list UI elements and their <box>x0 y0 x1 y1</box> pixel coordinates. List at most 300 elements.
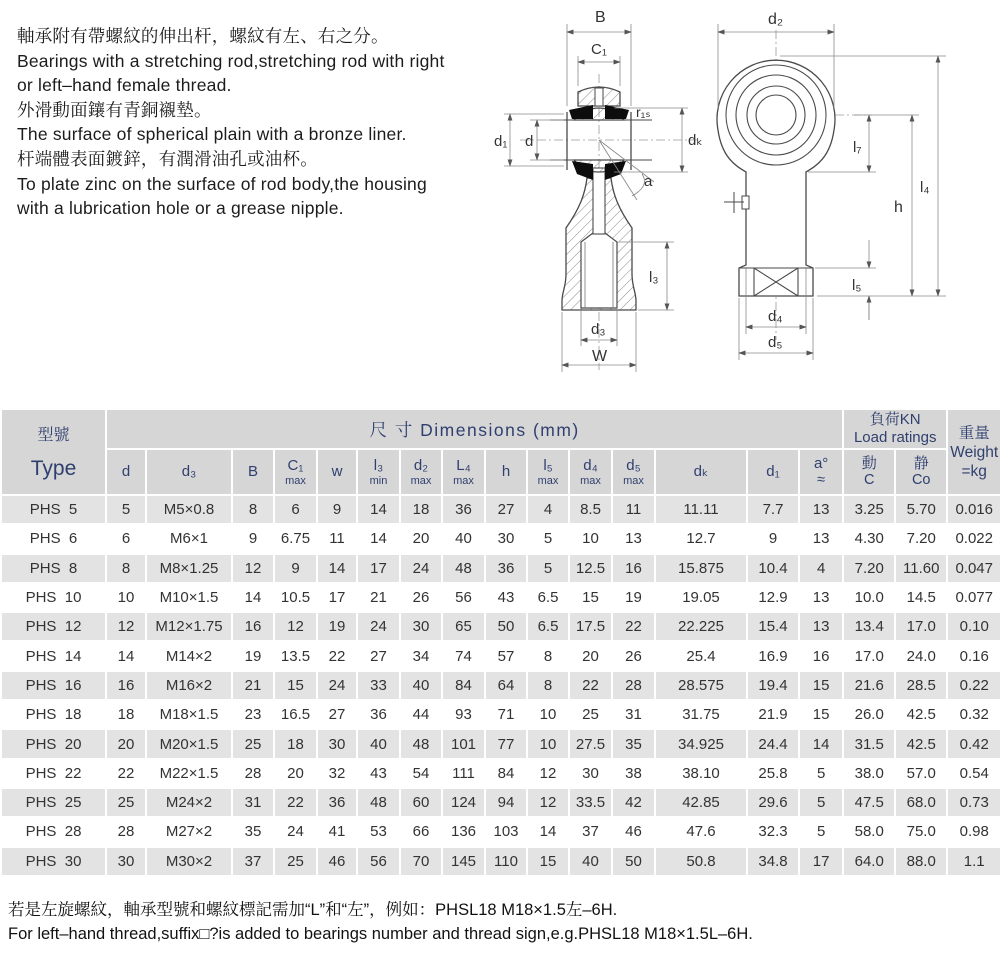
value-cell: 84 <box>485 759 527 788</box>
value-cell: 17 <box>357 554 400 583</box>
value-cell: 40 <box>569 847 612 876</box>
value-cell: 18 <box>106 700 146 729</box>
value-cell: 32.3 <box>747 817 799 846</box>
value-cell: 28.5 <box>895 671 947 700</box>
value-cell: 25 <box>232 729 274 758</box>
value-cell: 22 <box>106 759 146 788</box>
value-cell: 10 <box>527 729 569 758</box>
value-cell: 24 <box>357 612 400 641</box>
value-cell: 14 <box>106 641 146 670</box>
footnote-zh: 若是左旋螺紋，軸承型號和螺紋標記需加“L”和“左”，例如：PHSL18 M18×1.5左–6H. <box>8 901 618 919</box>
column-header-B: B <box>232 449 274 495</box>
value-cell: 21 <box>357 583 400 612</box>
dim-label-C1: C₁ <box>591 41 607 58</box>
rod-end-outline <box>717 60 835 296</box>
dimensions-group-header: 尺 寸 Dimensions (mm) <box>106 409 843 449</box>
dim-label-B: B <box>595 9 606 26</box>
type-label-en: Type <box>30 456 77 480</box>
value-cell: 0.047 <box>947 554 1000 583</box>
type-cell: PHS 12 <box>1 612 106 641</box>
type-cell: PHS 16 <box>1 671 106 700</box>
value-cell: 111 <box>442 759 485 788</box>
value-cell: 15 <box>799 671 843 700</box>
description-line: 杆端體表面鍍鋅，有潤滑油孔或油杯。 <box>17 148 318 169</box>
description-line: 軸承附有帶螺紋的伸出杆，螺紋有左、右之分。 <box>17 26 389 46</box>
value-cell: 46 <box>612 817 655 846</box>
dim-label-W: W <box>592 348 608 365</box>
weight-label-zh: 重量 <box>958 424 990 442</box>
value-cell: 19.05 <box>655 583 747 612</box>
weight-label-unit: =kg <box>961 462 987 480</box>
value-cell: 13 <box>612 524 655 553</box>
dim-label-dk: dₖ <box>688 132 703 149</box>
value-cell: 53 <box>357 817 400 846</box>
value-cell: 58.0 <box>843 817 895 846</box>
product-description <box>17 24 492 221</box>
value-cell: 10 <box>527 700 569 729</box>
type-cell: PHS 8 <box>1 554 106 583</box>
value-cell: 26 <box>612 641 655 670</box>
value-cell: 5 <box>527 554 569 583</box>
value-cell: 21.6 <box>843 671 895 700</box>
column-header-Co: 静 Co <box>895 449 947 495</box>
type-cell: PHS 28 <box>1 817 106 846</box>
value-cell: 30 <box>569 759 612 788</box>
value-cell: 47.5 <box>843 788 895 817</box>
value-cell: 10.0 <box>843 583 895 612</box>
type-cell: PHS 18 <box>1 700 106 729</box>
value-cell: 31 <box>612 700 655 729</box>
column-header-d5: d₅ max <box>612 449 655 495</box>
value-cell: 44 <box>400 700 442 729</box>
value-cell: 9 <box>317 495 357 524</box>
value-cell: 9 <box>232 524 274 553</box>
value-cell: 16.5 <box>274 700 317 729</box>
value-cell: 54 <box>400 759 442 788</box>
table-row <box>1 612 1000 641</box>
value-cell: 7.20 <box>895 524 947 553</box>
table-row <box>1 524 1000 553</box>
section-view-drawing <box>492 2 742 380</box>
column-header-a: a° ≈ <box>799 449 843 495</box>
value-cell: 30 <box>485 524 527 553</box>
description-line: with a lubrication hole or a grease nipple. <box>17 198 344 219</box>
dim-label-l5: l₅ <box>852 277 862 294</box>
value-cell: 18 <box>274 729 317 758</box>
stem-slot <box>593 168 605 234</box>
value-cell: 48 <box>400 729 442 758</box>
type-cell: PHS 5 <box>1 495 106 524</box>
value-cell: 14 <box>317 554 357 583</box>
value-cell: 38.10 <box>655 759 747 788</box>
value-cell: 8.5 <box>569 495 612 524</box>
value-cell: 31 <box>232 788 274 817</box>
value-cell: 0.022 <box>947 524 1000 553</box>
column-header-d: d <box>106 449 146 495</box>
value-cell: 37 <box>232 847 274 876</box>
value-cell: 15 <box>569 583 612 612</box>
value-cell: 25 <box>569 700 612 729</box>
dim-label-r1s: r₁ₛ <box>636 104 651 120</box>
value-cell: 14 <box>357 524 400 553</box>
value-cell: 12 <box>274 612 317 641</box>
value-cell: 36 <box>485 554 527 583</box>
column-header-dk: dₖ <box>655 449 747 495</box>
value-cell: 20 <box>274 759 317 788</box>
value-cell: 15.875 <box>655 554 747 583</box>
value-cell: 16 <box>612 554 655 583</box>
grease-nipple <box>724 192 749 213</box>
dim-label-d1: d₁ <box>494 133 508 150</box>
value-cell: 5 <box>799 817 843 846</box>
value-cell: 35 <box>232 817 274 846</box>
value-cell: 68.0 <box>895 788 947 817</box>
description-line: To plate zinc on the surface of rod body,the housing <box>17 173 427 194</box>
table-row <box>1 495 1000 524</box>
column-header-d3: d₃ <box>146 449 232 495</box>
value-cell: 4 <box>527 495 569 524</box>
description-line: 外滑動面鑲有青銅襯墊。 <box>17 99 212 120</box>
value-cell: 20 <box>400 524 442 553</box>
value-cell: 70 <box>400 847 442 876</box>
value-cell: 0.16 <box>947 641 1000 670</box>
value-cell: 30 <box>317 729 357 758</box>
column-header-l5: l₅ max <box>527 449 569 495</box>
table-row <box>1 671 1000 700</box>
value-cell: 64 <box>485 671 527 700</box>
value-cell: 43 <box>357 759 400 788</box>
value-cell: 93 <box>442 700 485 729</box>
value-cell: 28 <box>106 817 146 846</box>
value-cell: 40 <box>400 671 442 700</box>
value-cell: 34.925 <box>655 729 747 758</box>
value-cell: 27.5 <box>569 729 612 758</box>
value-cell: 15 <box>527 847 569 876</box>
value-cell: 66 <box>400 817 442 846</box>
value-cell: 22 <box>274 788 317 817</box>
column-header-C: 動 C <box>843 449 895 495</box>
value-cell: 13 <box>799 495 843 524</box>
front-view-drawing <box>714 0 998 380</box>
dim-label-a: a <box>644 173 653 190</box>
value-cell: 7.7 <box>747 495 799 524</box>
value-cell: 0.98 <box>947 817 1000 846</box>
value-cell: 8 <box>232 495 274 524</box>
dim-label-d2: d₂ <box>768 11 784 28</box>
value-cell: 6.5 <box>527 583 569 612</box>
value-cell: 31.75 <box>655 700 747 729</box>
value-cell: 50 <box>485 612 527 641</box>
value-cell: 13 <box>799 524 843 553</box>
value-cell: 14 <box>232 583 274 612</box>
footnote-en: For left–hand thread,suffix□?is added to bearings number and thread sign,e.g.PHSL18 M18×1.5L–6H. <box>8 925 753 943</box>
value-cell: 50.8 <box>655 847 747 876</box>
value-cell: 28.575 <box>655 671 747 700</box>
value-cell: 10 <box>106 583 146 612</box>
value-cell: 13 <box>799 583 843 612</box>
value-cell: 34 <box>400 641 442 670</box>
table-row <box>1 641 1000 670</box>
column-header-row <box>1 449 1000 495</box>
dim-label-l4: l₄ <box>920 179 930 196</box>
value-cell: 0.22 <box>947 671 1000 700</box>
value-cell: 88.0 <box>895 847 947 876</box>
dim-label-d: d <box>525 133 534 150</box>
value-cell: 18 <box>400 495 442 524</box>
value-cell: 27 <box>485 495 527 524</box>
value-cell: 16 <box>106 671 146 700</box>
value-cell: 145 <box>442 847 485 876</box>
value-cell: 14.5 <box>895 583 947 612</box>
value-cell: 17.0 <box>843 641 895 670</box>
value-cell: 22 <box>612 612 655 641</box>
value-cell: 19 <box>232 641 274 670</box>
value-cell: 0.016 <box>947 495 1000 524</box>
value-cell: 13 <box>799 612 843 641</box>
value-cell: 29.6 <box>747 788 799 817</box>
value-cell: M12×1.75 <box>146 612 232 641</box>
table-row <box>1 817 1000 846</box>
value-cell: 56 <box>442 583 485 612</box>
value-cell: 12 <box>527 788 569 817</box>
value-cell: 34.8 <box>747 847 799 876</box>
value-cell: 16 <box>799 641 843 670</box>
table-row <box>1 700 1000 729</box>
value-cell: 19 <box>612 583 655 612</box>
value-cell: 48 <box>442 554 485 583</box>
value-cell: 0.10 <box>947 612 1000 641</box>
value-cell: 57.0 <box>895 759 947 788</box>
header-group-row <box>1 409 1000 449</box>
type-cell: PHS 30 <box>1 847 106 876</box>
value-cell: 25 <box>274 847 317 876</box>
value-cell: 17.0 <box>895 612 947 641</box>
value-cell: 32 <box>317 759 357 788</box>
column-header-L4: L₄ max <box>442 449 485 495</box>
value-cell: 20 <box>106 729 146 758</box>
load-ratings-group-header <box>843 409 947 449</box>
value-cell: 31.5 <box>843 729 895 758</box>
column-header-C1: C₁ max <box>274 449 317 495</box>
value-cell: 17 <box>799 847 843 876</box>
value-cell: 30 <box>400 612 442 641</box>
dim-label-d3: d₃ <box>591 321 606 338</box>
value-cell: 21 <box>232 671 274 700</box>
value-cell: 23 <box>232 700 274 729</box>
value-cell: M20×1.5 <box>146 729 232 758</box>
value-cell: 0.73 <box>947 788 1000 817</box>
value-cell: 3.25 <box>843 495 895 524</box>
description-line: Bearings with a stretching rod,stretching rod with right <box>17 50 445 71</box>
value-cell: 12 <box>106 612 146 641</box>
value-cell: 27 <box>357 641 400 670</box>
value-cell: M18×1.5 <box>146 700 232 729</box>
value-cell: 77 <box>485 729 527 758</box>
value-cell: M16×2 <box>146 671 232 700</box>
value-cell: 35 <box>612 729 655 758</box>
value-cell: 94 <box>485 788 527 817</box>
value-cell: 24.0 <box>895 641 947 670</box>
value-cell: 9 <box>747 524 799 553</box>
value-cell: 4 <box>799 554 843 583</box>
table-row <box>1 788 1000 817</box>
value-cell: 65 <box>442 612 485 641</box>
value-cell: 48 <box>357 788 400 817</box>
value-cell: 6 <box>106 524 146 553</box>
value-cell: 30 <box>106 847 146 876</box>
dim-label-l7: l₇ <box>853 139 862 156</box>
value-cell: 11 <box>317 524 357 553</box>
value-cell: 16 <box>232 612 274 641</box>
value-cell: 8 <box>106 554 146 583</box>
value-cell: 4.30 <box>843 524 895 553</box>
dim-label-h: h <box>894 199 903 216</box>
value-cell: 12 <box>232 554 274 583</box>
value-cell: 12 <box>527 759 569 788</box>
footnotes <box>8 898 998 946</box>
value-cell: 41 <box>317 817 357 846</box>
value-cell: 14 <box>799 729 843 758</box>
value-cell: 40 <box>442 524 485 553</box>
value-cell: 11.60 <box>895 554 947 583</box>
value-cell: 24.4 <box>747 729 799 758</box>
value-cell: 64.0 <box>843 847 895 876</box>
value-cell: 22.225 <box>655 612 747 641</box>
value-cell: 13.5 <box>274 641 317 670</box>
value-cell: 24 <box>400 554 442 583</box>
load-label-en: Load ratings <box>853 429 937 446</box>
description-line: The surface of spherical plain with a bronze liner. <box>17 124 407 145</box>
type-cell: PHS 10 <box>1 583 106 612</box>
value-cell: 12.9 <box>747 583 799 612</box>
value-cell: M22×1.5 <box>146 759 232 788</box>
value-cell: 50 <box>612 847 655 876</box>
type-label-zh: 型號 <box>37 426 70 444</box>
value-cell: 36 <box>317 788 357 817</box>
value-cell: 37 <box>569 817 612 846</box>
value-cell: 84 <box>442 671 485 700</box>
value-cell: 25.4 <box>655 641 747 670</box>
value-cell: 17 <box>317 583 357 612</box>
dimensions-table <box>0 408 1000 877</box>
column-header-w: w <box>317 449 357 495</box>
dim-label-l3: l₃ <box>649 269 659 286</box>
value-cell: 6.75 <box>274 524 317 553</box>
value-cell: 6.5 <box>527 612 569 641</box>
type-cell: PHS 6 <box>1 524 106 553</box>
value-cell: 22 <box>569 671 612 700</box>
value-cell: 103 <box>485 817 527 846</box>
value-cell: 136 <box>442 817 485 846</box>
value-cell: 15 <box>799 700 843 729</box>
value-cell: 33 <box>357 671 400 700</box>
weight-column-header <box>947 409 1000 495</box>
value-cell: 26.0 <box>843 700 895 729</box>
value-cell: 36 <box>357 700 400 729</box>
value-cell: 20 <box>569 641 612 670</box>
value-cell: 33.5 <box>569 788 612 817</box>
value-cell: 43 <box>485 583 527 612</box>
value-cell: 5 <box>799 788 843 817</box>
value-cell: 19 <box>317 612 357 641</box>
value-cell: 22 <box>317 641 357 670</box>
value-cell: 19.4 <box>747 671 799 700</box>
value-cell: 0.54 <box>947 759 1000 788</box>
value-cell: M27×2 <box>146 817 232 846</box>
column-header-d2: d₂ max <box>400 449 442 495</box>
value-cell: 21.9 <box>747 700 799 729</box>
weight-label-en: Weight <box>950 443 999 461</box>
value-cell: 12.7 <box>655 524 747 553</box>
value-cell: M24×2 <box>146 788 232 817</box>
dim-label-d5: d₅ <box>768 334 783 351</box>
value-cell: 124 <box>442 788 485 817</box>
value-cell: 5.70 <box>895 495 947 524</box>
value-cell: 24 <box>274 817 317 846</box>
value-cell: 24 <box>317 671 357 700</box>
value-cell: 36 <box>442 495 485 524</box>
value-cell: M6×1 <box>146 524 232 553</box>
value-cell: M14×2 <box>146 641 232 670</box>
table-row <box>1 847 1000 876</box>
value-cell: 57 <box>485 641 527 670</box>
type-cell: PHS 25 <box>1 788 106 817</box>
value-cell: 101 <box>442 729 485 758</box>
value-cell: 6 <box>274 495 317 524</box>
column-header-l3: l₃ min <box>357 449 400 495</box>
column-header-d4: d₄ max <box>569 449 612 495</box>
value-cell: 10.4 <box>747 554 799 583</box>
value-cell: 71 <box>485 700 527 729</box>
value-cell: 42.85 <box>655 788 747 817</box>
value-cell: 74 <box>442 641 485 670</box>
value-cell: 0.42 <box>947 729 1000 758</box>
value-cell: 14 <box>527 817 569 846</box>
value-cell: 5 <box>799 759 843 788</box>
value-cell: 15 <box>274 671 317 700</box>
value-cell: 0.32 <box>947 700 1000 729</box>
value-cell: 10 <box>569 524 612 553</box>
type-cell: PHS 20 <box>1 729 106 758</box>
value-cell: M30×2 <box>146 847 232 876</box>
value-cell: 42.5 <box>895 700 947 729</box>
value-cell: 26 <box>400 583 442 612</box>
value-cell: 42 <box>612 788 655 817</box>
table-row <box>1 554 1000 583</box>
value-cell: 11.11 <box>655 495 747 524</box>
value-cell: 10.5 <box>274 583 317 612</box>
type-column-header <box>1 409 106 495</box>
value-cell: 17.5 <box>569 612 612 641</box>
value-cell: 1.1 <box>947 847 1000 876</box>
value-cell: 110 <box>485 847 527 876</box>
value-cell: 14 <box>357 495 400 524</box>
value-cell: 38.0 <box>843 759 895 788</box>
value-cell: M5×0.8 <box>146 495 232 524</box>
value-cell: 25.8 <box>747 759 799 788</box>
value-cell: M10×1.5 <box>146 583 232 612</box>
value-cell: 28 <box>232 759 274 788</box>
load-label-zh: 負荷KN <box>869 411 921 428</box>
table-row <box>1 583 1000 612</box>
value-cell: 42.5 <box>895 729 947 758</box>
value-cell: 5 <box>527 524 569 553</box>
value-cell: 60 <box>400 788 442 817</box>
column-header-h: h <box>485 449 527 495</box>
value-cell: 5 <box>106 495 146 524</box>
value-cell: 11 <box>612 495 655 524</box>
value-cell: 8 <box>527 671 569 700</box>
